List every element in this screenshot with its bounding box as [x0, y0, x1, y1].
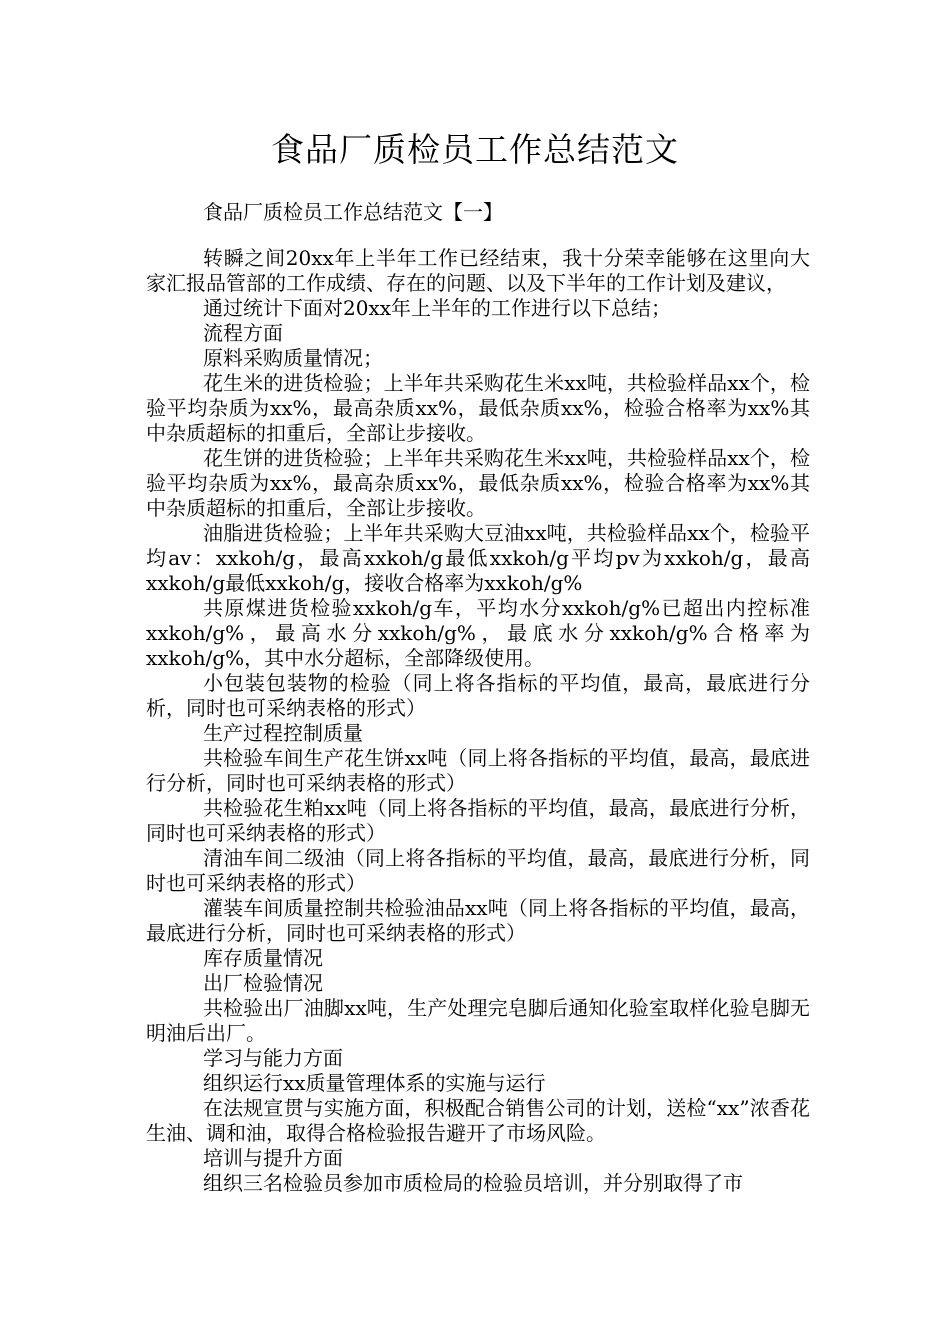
document-body: [146, 246, 810, 1196]
paragraph: 共原煤进货检验xxkoh/g车，平均水分xxkoh/g%已超出内控标准xxkoh/g%，最高水分xxkoh/g%，最底水分xxkoh/g%合格率为xxkoh/g%，其中水分超标，全部降级使用。: [146, 596, 810, 670]
paragraph: 清油车间二级油（同上将各指标的平均值，最高，最底进行分析，同时也可采纳表格的形式）: [146, 846, 810, 895]
paragraph: 学习与能力方面: [203, 1046, 343, 1070]
paragraph: 组织运行xx质量管理体系的实施与运行: [203, 1071, 546, 1095]
paragraph: 共检验出厂油脚xx吨，生产处理完皂脚后通知化验室取样化验皂脚无明油后出厂。: [146, 996, 810, 1045]
paragraph: 原料采购质量情况；: [203, 346, 383, 370]
paragraph: 油脂进货检验；上半年共采购大豆油xx吨，共检验样品xx个，检验平均av：xxkoh/g，最高xxkoh/g最低xxkoh/g平均pv为xxkoh/g，最高xxkoh/g最低xxkoh/g，接收合格率为xxkoh/g%: [146, 521, 810, 595]
paragraph: 共检验车间生产花生饼xx吨（同上将各指标的平均值，最高，最底进行分析，同时也可采纳表格的形式）: [146, 746, 810, 795]
document-title: 食品厂质检员工作总结范文: [271, 130, 679, 169]
section-heading: 食品厂质检员工作总结范文【一】: [203, 200, 503, 224]
paragraph: 组织三名检验员参加市质检局的检验员培训，并分别取得了市: [203, 1171, 743, 1195]
paragraph: 转瞬之间20xx年上半年工作已经结束，我十分荣幸能够在这里向大家汇报品管部的工作成绩、存在的问题、以及下半年的工作计划及建议，: [146, 246, 810, 295]
paragraph: 花生饼的进货检验；上半年共采购花生米xx吨，共检验样品xx个，检验平均杂质为xx%，最高杂质xx%，最低杂质xx%，检验合格率为xx%其中杂质超标的扣重后，全部让步接收。: [146, 446, 810, 520]
paragraph: 库存质量情况: [203, 946, 323, 970]
paragraph: 共检验花生粕xx吨（同上将各指标的平均值，最高，最底进行分析，同时也可采纳表格的形式）: [146, 796, 810, 845]
paragraph: 灌装车间质量控制共检验油品xx吨（同上将各指标的平均值，最高，最底进行分析，同时也可采纳表格的形式）: [146, 896, 810, 945]
paragraph: 通过统计下面对20xx年上半年的工作进行以下总结；: [203, 296, 672, 320]
paragraph: 流程方面: [203, 321, 283, 345]
paragraph: 小包装包装物的检验（同上将各指标的平均值，最高，最底进行分析，同时也可采纳表格的形式）: [146, 671, 810, 720]
paragraph: 在法规宣贯与实施方面，积极配合销售公司的计划，送检“xx”浓香花生油、调和油，取得合格检验报告避开了市场风险。: [146, 1096, 810, 1145]
paragraph: 生产过程控制质量: [203, 721, 363, 745]
paragraph: 培训与提升方面: [203, 1146, 343, 1170]
paragraph: 出厂检验情况: [203, 971, 323, 995]
paragraph: 花生米的进货检验；上半年共采购花生米xx吨，共检验样品xx个，检验平均杂质为xx%，最高杂质xx%，最低杂质xx%，检验合格率为xx%其中杂质超标的扣重后，全部让步接收。: [146, 371, 810, 445]
